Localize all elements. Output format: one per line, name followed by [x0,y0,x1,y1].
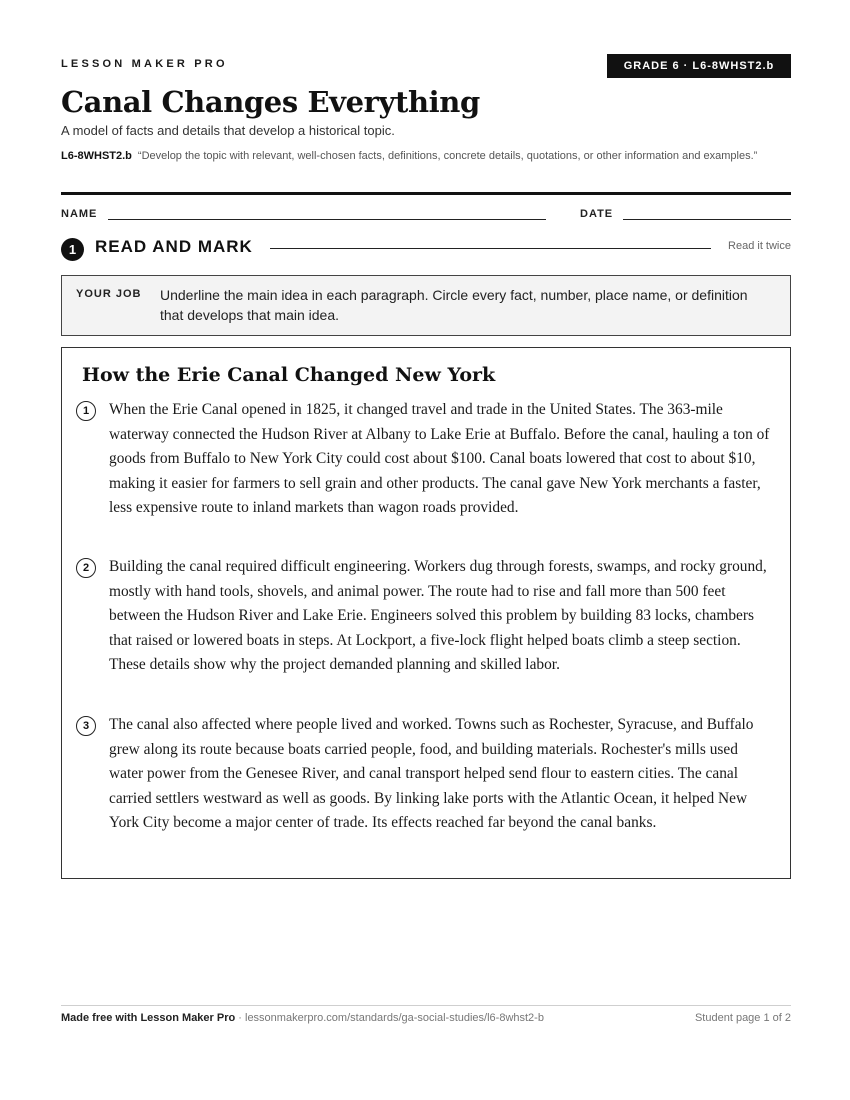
brand-name: LESSON MAKER PRO [61,58,228,70]
grade-badge: GRADE 6 · L6-8WHST2.b [607,54,791,78]
name-label: NAME [61,208,98,220]
reading-passage [61,347,791,879]
footer-credit [61,1012,544,1024]
paragraph: Building the canal required difficult engineering. Workers dug through forests, swamps, and rocky ground, mostly with hand tools, shovels, and animal power. The route had to rise and fall more than 500 feet between the Hudson River and Lake Erie. Engineers solved this problem by building 83 locks, chambers that raised or lowered boats in steps. At Lockport, a five-lock flight helped boats climb a steep section. These details show why the project demanded planning and skilled labor. [109,558,767,673]
date-label: DATE [580,208,614,220]
footer-made-with: Made free with Lesson Maker Pro [61,1012,236,1024]
job-box [61,275,791,336]
standard-code: L6-8WHST2.b [61,150,132,162]
footer-page-number: Student page 1 of 2 [694,1012,791,1024]
job-instructions: Underline the main idea in each paragraph. Circle every fact, number, place name, or definition that develops that main idea. [160,287,748,323]
paragraph: The canal also affected where people lived and worked. Towns such as Rochester, Syracuse, and Buffalo grew along its route because boats carried people, food, and building materials. Rochester's mills used water power from the Genesee River, and canal transport helped send flour to eastern cities. The canal carried settlers westward as well as goods. By linking lake ports with the Atlantic Ocean, it helped New York City become a major center of trade. Its effects reached far beyond the canal banks. [109,716,754,831]
standard-statement [61,148,791,165]
header-divider [61,192,791,195]
footer-url[interactable]: · lessonmakerpro.com/standards/ga-social-studies/l6-8whst2-b [235,1012,544,1024]
page-title: Canal Changes Everything [61,85,480,119]
paragraph-number: 2 [76,558,96,578]
step-number-badge: 1 [61,238,84,261]
section-header [61,237,791,261]
standard-text: “Develop the topic with relevant, well-chosen facts, definitions, concrete details, quotations, or other information and examples.” [137,150,758,162]
paragraph: When the Erie Canal opened in 1825, it changed travel and trade in the United States. The 363-mile waterway connected the Hudson River at Albany to Lake Erie at Buffalo. Before the canal, hauling a ton of goods from Buffalo to New York City could cost about $100. Canal boats lowered that cost to about $10, making it easier for farmers to sell grain and other products. The canal gave New York merchants a faster, less expensive route to inland markets than wagon roads provided. [109,401,770,516]
job-label: YOUR JOB [76,288,142,300]
page-subtitle: A model of facts and details that develop a historical topic. [61,123,395,138]
section-rule [270,248,711,249]
name-line[interactable] [108,219,546,220]
name-date-row [61,208,791,224]
footer-divider [61,1005,791,1006]
paragraph-number: 3 [76,716,96,736]
date-line[interactable] [623,219,791,220]
worksheet-page [61,0,791,1100]
read-note: Read it twice [728,240,791,252]
passage-title: How the Erie Canal Changed New York [82,364,496,386]
paragraph-number: 1 [76,401,96,421]
section-title: READ AND MARK [95,237,253,256]
